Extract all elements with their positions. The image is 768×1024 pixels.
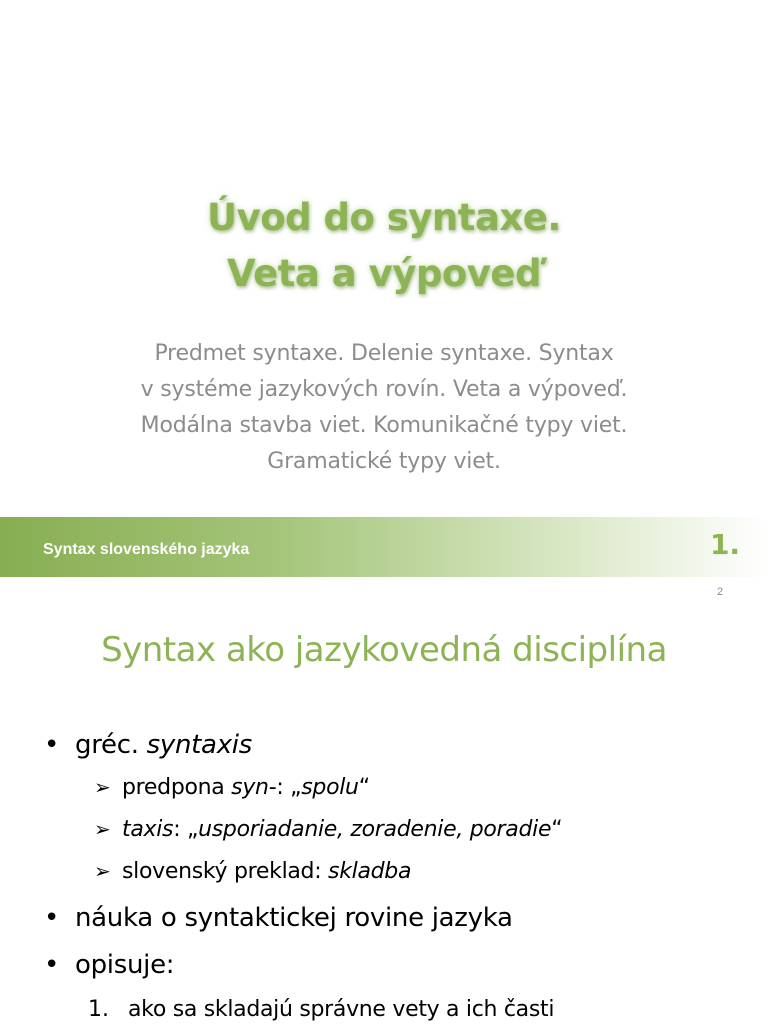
arrow-bullet-icon: ➢ <box>94 817 111 841</box>
item-italic: syn <box>231 775 269 800</box>
arrow-bullet-icon: ➢ <box>94 859 111 883</box>
list-item-slovak-translation <box>122 855 411 889</box>
subtitle-line-2: v systéme jazykových rovín. Veta a výpoveď. <box>140 377 628 402</box>
page-number: 2 <box>716 586 724 598</box>
list-item-prefix <box>122 771 370 805</box>
footer-lecture-number: 1. <box>709 528 741 561</box>
item-text: “ <box>551 817 563 842</box>
item-italic: usporiadanie, zoradenie, poradie <box>198 817 552 842</box>
bullet-icon: • <box>44 730 60 760</box>
item-text: slovenský preklad: <box>122 859 329 884</box>
item-text: “ <box>358 775 370 800</box>
subtitle-line-1: Predmet syntaxe. Delenie syntaxe. Syntax <box>154 341 614 366</box>
subtitle-line-4: Gramatické typy viet. <box>267 449 501 474</box>
item-italic: spolu <box>301 775 359 800</box>
bullet-icon: • <box>44 950 60 980</box>
list-item-greek-origin <box>75 725 252 765</box>
item-italic: taxis <box>122 817 174 842</box>
section-title: Syntax ako jazykovedná disciplína <box>101 630 667 670</box>
bullet-icon: • <box>44 903 60 933</box>
item-italic: skladba <box>328 859 412 884</box>
footer-course-label: Syntax slovenského jazyka <box>43 541 250 558</box>
list-item-taxis <box>122 813 562 847</box>
list-item-describes: opisuje: <box>75 950 175 980</box>
item-text: : „ <box>173 817 199 842</box>
item-text: predpona <box>122 775 232 800</box>
item-italic: syntaxis <box>146 730 252 760</box>
numbered-item-1: ako sa skladajú správne vety a ich časti <box>128 997 555 1022</box>
item-text: -: „ <box>268 775 302 800</box>
slide-title-line-1: Úvod do syntaxe. <box>207 196 561 239</box>
numbered-marker: 1. <box>88 997 109 1022</box>
arrow-bullet-icon: ➢ <box>94 775 111 799</box>
item-text: gréc. <box>75 730 147 760</box>
subtitle-line-3: Modálna stavba viet. Komunikačné typy viet. <box>140 413 628 438</box>
list-item-definition: náuka o syntaktickej rovine jazyka <box>75 903 513 933</box>
slide-title-line-2: Veta a výpoveď <box>227 252 541 295</box>
